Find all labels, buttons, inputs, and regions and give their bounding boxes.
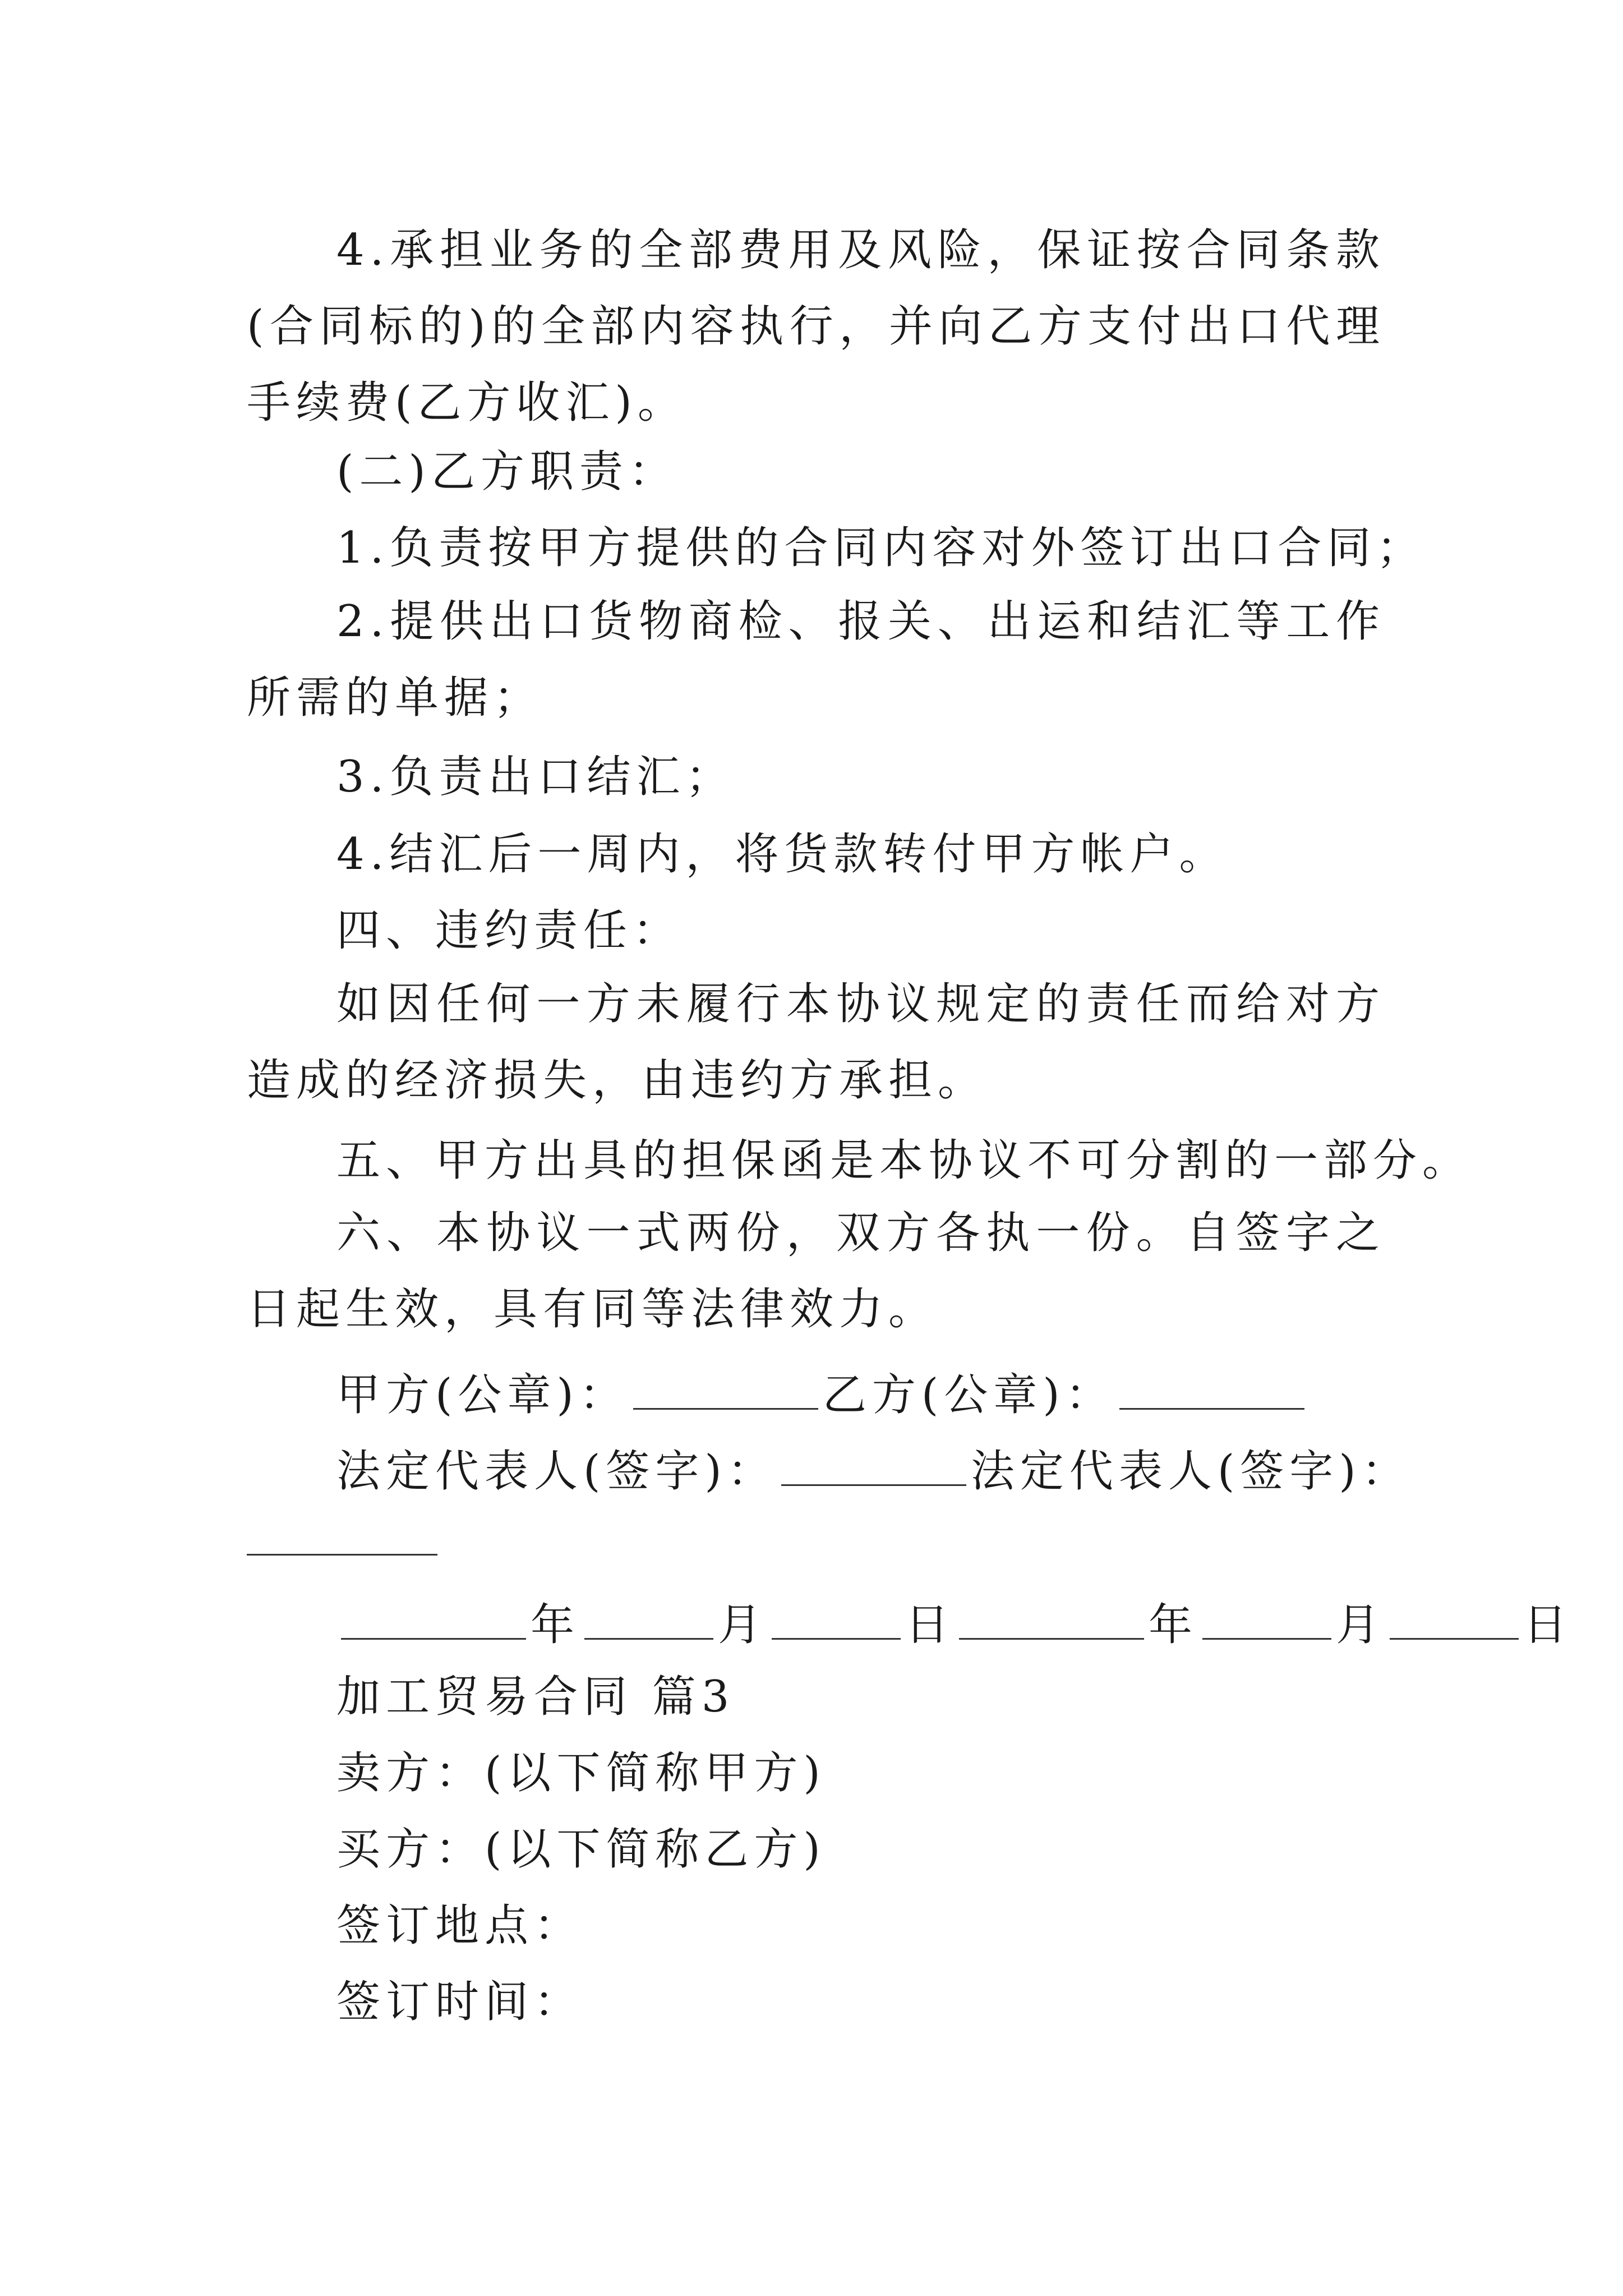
date-a-day-blank[interactable] (772, 1599, 901, 1640)
sign-place-line: 签订地点： (336, 1901, 584, 1951)
party-b-seal-label: 乙方(公章)： (822, 1370, 1115, 1420)
date-a-year-blank[interactable] (341, 1599, 526, 1640)
representative-row (336, 1445, 1411, 1497)
date-row (336, 1599, 1573, 1650)
seller-line: 卖方：(以下简称甲方) (336, 1748, 826, 1798)
paragraph-guarantee-letter: 五、甲方出具的担保函是本协议不可分割的一部分。 (336, 1135, 1472, 1186)
date-b-month-blank[interactable] (1202, 1599, 1331, 1640)
paragraph-copies-effectiveness: 六、本协议一式两份，双方各执一份。自签字之日起生效，具有同等法律效力。 (247, 1208, 1385, 1335)
date-b-month-label: 月 (1336, 1600, 1386, 1650)
party-a-rep-blank[interactable] (781, 1445, 966, 1486)
date-a-day-label: 日 (905, 1600, 955, 1650)
paragraph-breach-liability: 如因任何一方未履行本协议规定的责任而给对方造成的经济损失，由违约方承担。 (247, 979, 1385, 1106)
paragraph-party-b-duty-2: 2.提供出口货物商检、报关、出运和结汇等工作所需的单据； (247, 596, 1385, 723)
paragraph-party-b-duty-3: 3.负责出口结汇； (336, 752, 735, 802)
date-b-year-blank[interactable] (959, 1599, 1144, 1640)
heading-party-b-duties: (二)乙方职责： (336, 447, 678, 497)
signature-seal-row (336, 1369, 1309, 1420)
party-a-seal-label: 甲方(公章)： (336, 1370, 629, 1420)
party-b-seal-blank[interactable] (1119, 1369, 1304, 1410)
buyer-line: 买方：(以下简称乙方) (336, 1824, 826, 1875)
party-b-rep-blank[interactable] (247, 1554, 437, 1556)
date-b-day-blank[interactable] (1390, 1599, 1519, 1640)
party-b-rep-label: 法定代表人(签字)： (970, 1446, 1411, 1497)
paragraph-party-b-duty-1: 1.负责按甲方提供的合同内容对外签订出口合同； (336, 523, 1426, 573)
date-a-year-label: 年 (531, 1600, 580, 1650)
sign-time-line: 签订时间： (336, 1977, 584, 2027)
paragraph-party-a-duty-4: 4.承担业务的全部费用及风险，保证按合同条款(合同标的)的全部内容执行，并向乙方支付出口代理手续费(乙方收汇)。 (247, 225, 1385, 428)
date-a-month-label: 月 (718, 1600, 768, 1650)
date-b-year-label: 年 (1149, 1600, 1198, 1650)
date-b-day-label: 日 (1523, 1600, 1573, 1650)
party-a-rep-label: 法定代表人(签字)： (336, 1446, 777, 1497)
heading-breach-liability: 四、违约责任： (336, 905, 683, 956)
date-a-month-blank[interactable] (584, 1599, 713, 1640)
party-a-seal-blank[interactable] (633, 1369, 818, 1410)
section-title: 加工贸易合同 篇3 (336, 1672, 735, 1722)
paragraph-party-b-duty-4: 4.结汇后一周内，将货款转付甲方帐户。 (336, 829, 1229, 880)
